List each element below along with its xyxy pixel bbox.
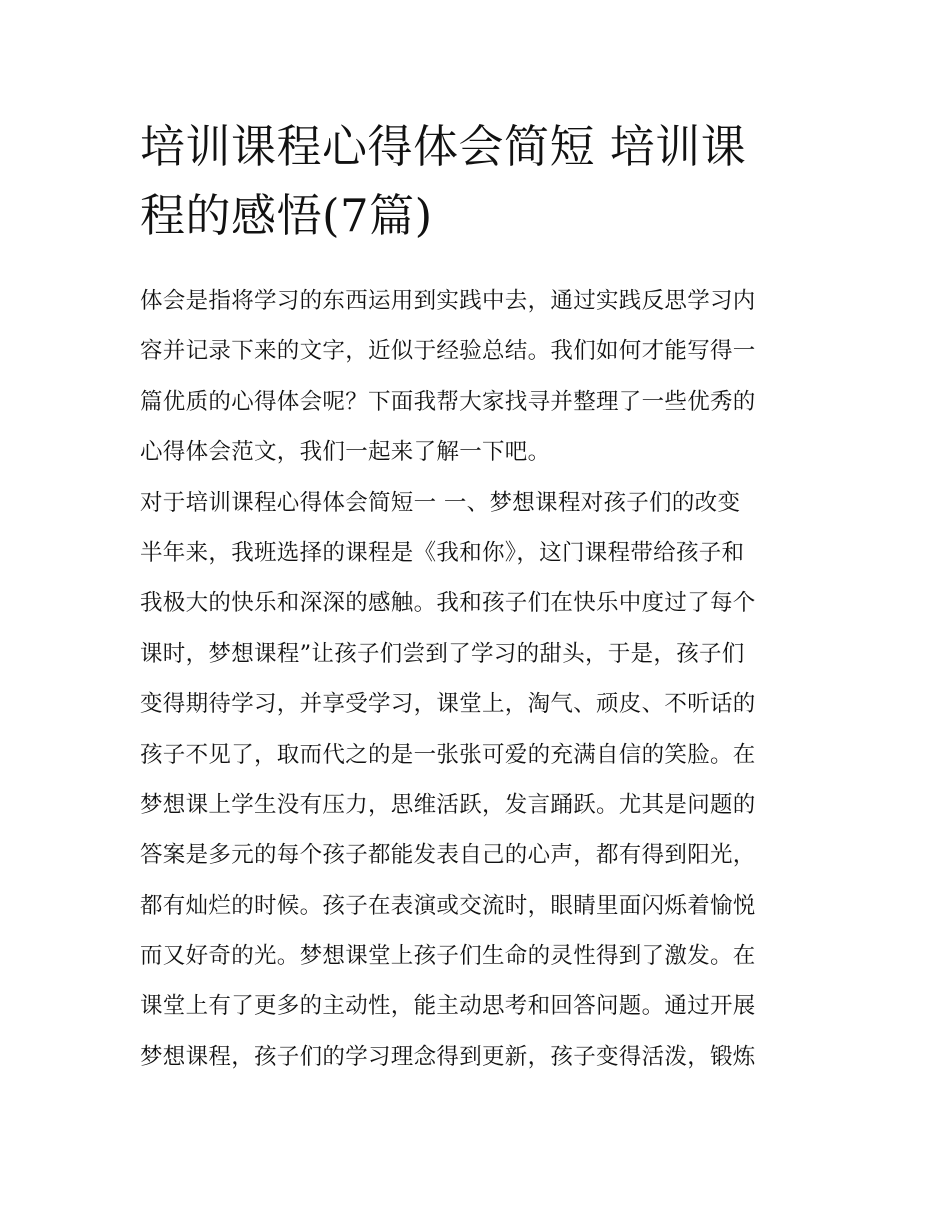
body-line: 心得体会范文，我们一起来了解一下吧。 (140, 439, 551, 466)
body-line: 答案是多元的每个孩子都能发表自己的心声，都有得到阳光， (140, 842, 756, 869)
body-line: 体会是指将学习的东西运用到实践中去，通过实践反思学习内 (140, 288, 756, 314)
body-line: 课堂上有了更多的主动性，能主动思考和回答问题。通过开展 (140, 993, 756, 1020)
body-line: 对于培训课程心得体会简短一 一、梦想课程对孩子们的改变 (140, 489, 741, 516)
title-line-2: 程的感悟(7篇) (140, 189, 433, 242)
body-line: 半年来，我班选择的课程是《我和你》，这门课程带给孩子和 (140, 539, 745, 566)
body-line: 梦想课上学生没有压力，思维活跃，发言踊跃。尤其是问题的 (140, 791, 756, 818)
title-line-1: 培训课程心得体会简短 培训课 (140, 120, 747, 173)
body-line: 梦想课程，孩子们的学习理念得到更新，孩子变得活泼，锻炼 (140, 1043, 756, 1070)
document-title (140, 112, 815, 250)
body-line: 课时，梦想课程”让孩子们尝到了学习的甜头，于是，孩子们 (140, 640, 745, 667)
body-line: 孩子不见了，取而代之的是一张张可爱的充满自信的笑脸。在 (140, 741, 756, 768)
body-line: 篇优质的心得体会呢？下面我帮大家找寻并整理了一些优秀的 (140, 388, 756, 415)
document-body (140, 276, 815, 1082)
body-line: 容并记录下来的文字，近似于经验总结。我们如何才能写得一 (140, 338, 756, 365)
document-content (140, 112, 815, 1082)
body-line: 变得期待学习，并享受学习，课堂上，淘气、顽皮、不听话的 (140, 691, 756, 718)
body-line: 我极大的快乐和深深的感触。我和孩子们在快乐中度过了每个 (140, 590, 756, 617)
body-line: 都有灿烂的时候。孩子在表演或交流时，眼睛里面闪烁着愉悦 (140, 892, 756, 919)
body-line: 而又好奇的光。梦想课堂上孩子们生命的灵性得到了激发。在 (140, 943, 756, 970)
